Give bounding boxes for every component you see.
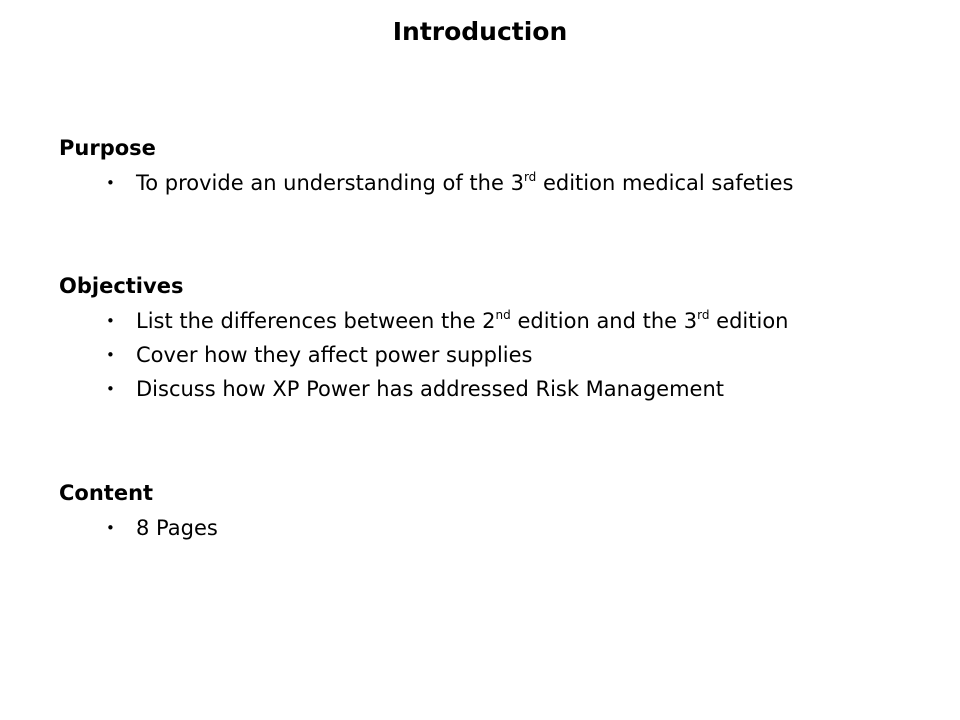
slide-title: Introduction: [392, 17, 568, 46]
bullet-text-part: Discuss how XP Power has addressed Risk Management: [136, 377, 725, 401]
bullet-text-part: edition medical safeties: [536, 171, 794, 195]
bullet-item: [59, 304, 939, 338]
section-content: [59, 479, 939, 545]
section-objectives: [59, 272, 939, 406]
section-heading: Objectives: [59, 274, 184, 298]
bullet-list: [59, 166, 939, 200]
bullet-text-part: Cover how they affect power supplies: [136, 343, 533, 367]
section-heading: Purpose: [59, 136, 156, 160]
bullet-text-part: 8 Pages: [136, 516, 218, 540]
bullet-icon: •: [106, 380, 115, 398]
bullet-icon: •: [106, 519, 115, 537]
bullet-icon: •: [106, 312, 115, 330]
bullet-text-part: List the differences between the 2: [136, 309, 496, 333]
bullet-item: [59, 372, 939, 406]
bullet-item: [59, 166, 939, 200]
bullet-superscript: nd: [495, 308, 511, 322]
bullet-icon: •: [106, 346, 115, 364]
bullet-text-part: edition: [709, 309, 789, 333]
bullet-text-part: edition and the 3: [510, 309, 698, 333]
bullet-text-part: To provide an understanding of the 3: [136, 171, 524, 195]
bullet-item: [59, 338, 939, 372]
bullet-superscript: rd: [697, 308, 710, 322]
bullet-item: [59, 511, 939, 545]
bullet-superscript: rd: [523, 170, 537, 184]
section-heading: Content: [59, 481, 154, 505]
bullet-icon: •: [106, 174, 115, 192]
bullet-list: [59, 304, 939, 406]
bullet-list: [59, 511, 939, 545]
section-purpose: [59, 134, 939, 200]
